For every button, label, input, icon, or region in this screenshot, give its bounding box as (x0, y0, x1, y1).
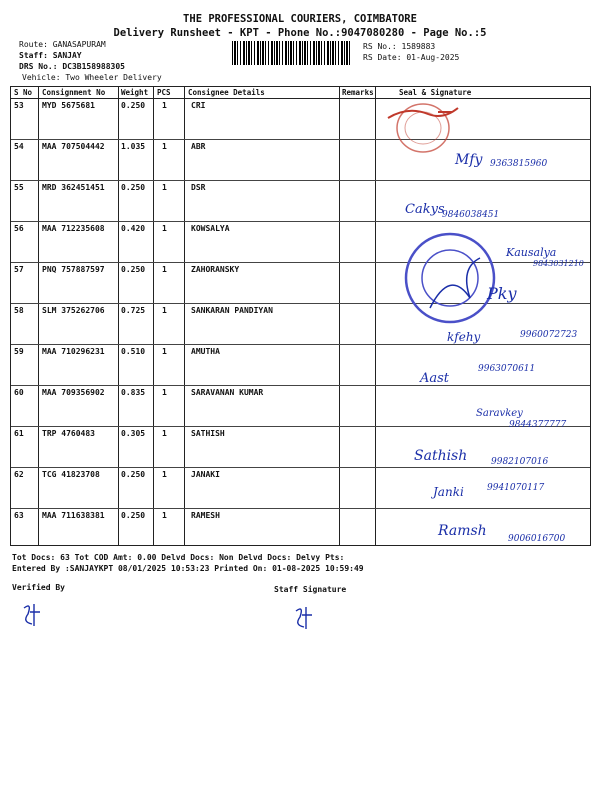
cell-pcs: 1 (162, 470, 167, 479)
table-row (11, 303, 590, 345)
cell-weight: 0.420 (121, 224, 146, 233)
cell-sno: 60 (14, 388, 24, 397)
cell-weight: 0.250 (121, 470, 146, 479)
cell-consignment-no: SLM 375262706 (42, 306, 105, 315)
phone-55: 9846038451 (442, 210, 500, 220)
table-row (11, 508, 590, 549)
staff-label: Staff: SANJAY (19, 51, 82, 60)
cell-weight: 1.035 (121, 142, 146, 151)
signature-59: Aast (420, 371, 450, 386)
runsheet-subtitle: Delivery Runsheet - KPT - Phone No.:9047080280 - Page No.:5 (113, 27, 487, 39)
cell-consignment-no: MRD 362451451 (42, 183, 105, 192)
cell-pcs: 1 (162, 347, 167, 356)
cell-weight: 0.250 (121, 101, 146, 110)
phone-58: 9960072723 (520, 330, 578, 340)
cell-pcs: 1 (162, 265, 167, 274)
phone-61: 9982107016 (491, 457, 549, 467)
cell-consignee: DSR (191, 183, 206, 192)
cell-consignment-no: MAA 709356902 (42, 388, 105, 397)
vehicle-label: Vehicle: Two Wheeler Delivery (22, 73, 162, 82)
phone-62: 9941070117 (487, 483, 545, 493)
signature-60: Saravkey (476, 408, 523, 419)
cell-pcs: 1 (162, 142, 167, 151)
cell-consignment-no: MAA 712235608 (42, 224, 105, 233)
cell-consignment-no: TCG 41823708 (42, 470, 100, 479)
col-consignment: Consignment No (42, 88, 106, 97)
route-label: Route: GANASAPURAM (19, 40, 106, 49)
cell-consignee: AMUTHA (191, 347, 220, 356)
table-row (11, 180, 590, 222)
runsheet-table (10, 86, 591, 546)
cell-consignment-no: MAA 710296231 (42, 347, 105, 356)
verifier-signature-icon (18, 600, 48, 630)
cell-consignee: SANKARAN PANDIYAN (191, 306, 273, 315)
cell-weight: 0.250 (121, 511, 146, 520)
company-title: THE PROFESSIONAL COURIERS, COIMBATORE (183, 13, 417, 25)
phone-60: 9844377777 (509, 420, 567, 430)
table-row (11, 221, 590, 263)
phone-63: 9006016700 (508, 534, 566, 544)
signature-61: Sathish (414, 448, 468, 464)
cell-consignee: ZAHORANSKY (191, 265, 240, 274)
signature-55: Cakys (405, 202, 445, 217)
cell-consignee: JANAKI (191, 470, 220, 479)
cell-consignment-no: TRP 4760483 (42, 429, 95, 438)
cell-sno: 63 (14, 511, 24, 520)
cell-pcs: 1 (162, 306, 167, 315)
verified-by-label: Verified By (12, 583, 65, 592)
entered-by-line: Entered By :SANJAYKPT 08/01/2025 10:53:23 Printed On: 01-08-2025 10:59:49 (12, 564, 364, 573)
cell-sno: 57 (14, 265, 24, 274)
signature-56: Kausalya (506, 246, 557, 259)
cell-consignee: SARAVANAN KUMAR (191, 388, 264, 397)
cell-consignee: ABR (191, 142, 206, 151)
company-seal-icon (400, 228, 500, 328)
phone-59: 9963070611 (478, 364, 536, 374)
totals-line: Tot Docs: 63 Tot COD Amt: 0.00 Delvd Docs: Non Delvd Docs: Delvy Pts: (12, 553, 345, 562)
cell-pcs: 1 (162, 183, 167, 192)
cell-sno: 53 (14, 101, 24, 110)
phone-56: 9843031210 (533, 259, 584, 268)
cell-pcs: 1 (162, 429, 167, 438)
phone-54: 9363815960 (490, 159, 548, 169)
cell-sno: 58 (14, 306, 24, 315)
cell-sno: 59 (14, 347, 24, 356)
cell-consignment-no: PNQ 757887597 (42, 265, 105, 274)
cell-consignee: KOWSALYA (191, 224, 230, 233)
col-signature: Seal & Signature (399, 88, 472, 97)
cell-weight: 0.305 (121, 429, 146, 438)
table-row (11, 385, 590, 427)
cell-consignment-no: MAA 707504442 (42, 142, 105, 151)
col-remarks: Remarks (342, 88, 374, 97)
rs-date: RS Date: 01-Aug-2025 (363, 53, 460, 62)
staff-signature-label: Staff Signature (274, 585, 347, 594)
signature-58: kfehy (447, 330, 481, 344)
cell-weight: 0.250 (121, 183, 146, 192)
cell-sno: 55 (14, 183, 24, 192)
red-stamp-icon (378, 100, 488, 160)
col-consignee: Consignee Details (188, 88, 265, 97)
cell-weight: 0.250 (121, 265, 146, 274)
signature-54: Mfy (455, 152, 483, 168)
col-weight: Weight (121, 88, 149, 97)
cell-sno: 54 (14, 142, 24, 151)
col-pcs: PCS (157, 88, 171, 97)
cell-sno: 56 (14, 224, 24, 233)
cell-pcs: 1 (162, 224, 167, 233)
cell-weight: 0.510 (121, 347, 146, 356)
cell-consignment-no: MYD 5675681 (42, 101, 95, 110)
signature-57: Pky (487, 284, 517, 303)
barcode (232, 41, 352, 65)
cell-consignee: SATHISH (191, 429, 225, 438)
signature-63: Ramsh (438, 523, 487, 539)
signature-62: Janki (433, 485, 464, 499)
col-sno: S No (14, 88, 33, 97)
cell-consignee: CRI (191, 101, 206, 110)
cell-consignee: RAMESH (191, 511, 220, 520)
cell-pcs: 1 (162, 388, 167, 397)
cell-weight: 0.835 (121, 388, 146, 397)
cell-weight: 0.725 (121, 306, 146, 315)
drs-number: DRS No.: DC3B158988305 (19, 62, 125, 71)
cell-consignment-no: MAA 711638381 (42, 511, 105, 520)
cell-pcs: 1 (162, 511, 167, 520)
staff-signature-icon (290, 603, 320, 633)
rs-number: RS No.: 1589883 (363, 42, 436, 51)
cell-sno: 61 (14, 429, 24, 438)
cell-pcs: 1 (162, 101, 167, 110)
cell-sno: 62 (14, 470, 24, 479)
table-row (11, 98, 590, 140)
